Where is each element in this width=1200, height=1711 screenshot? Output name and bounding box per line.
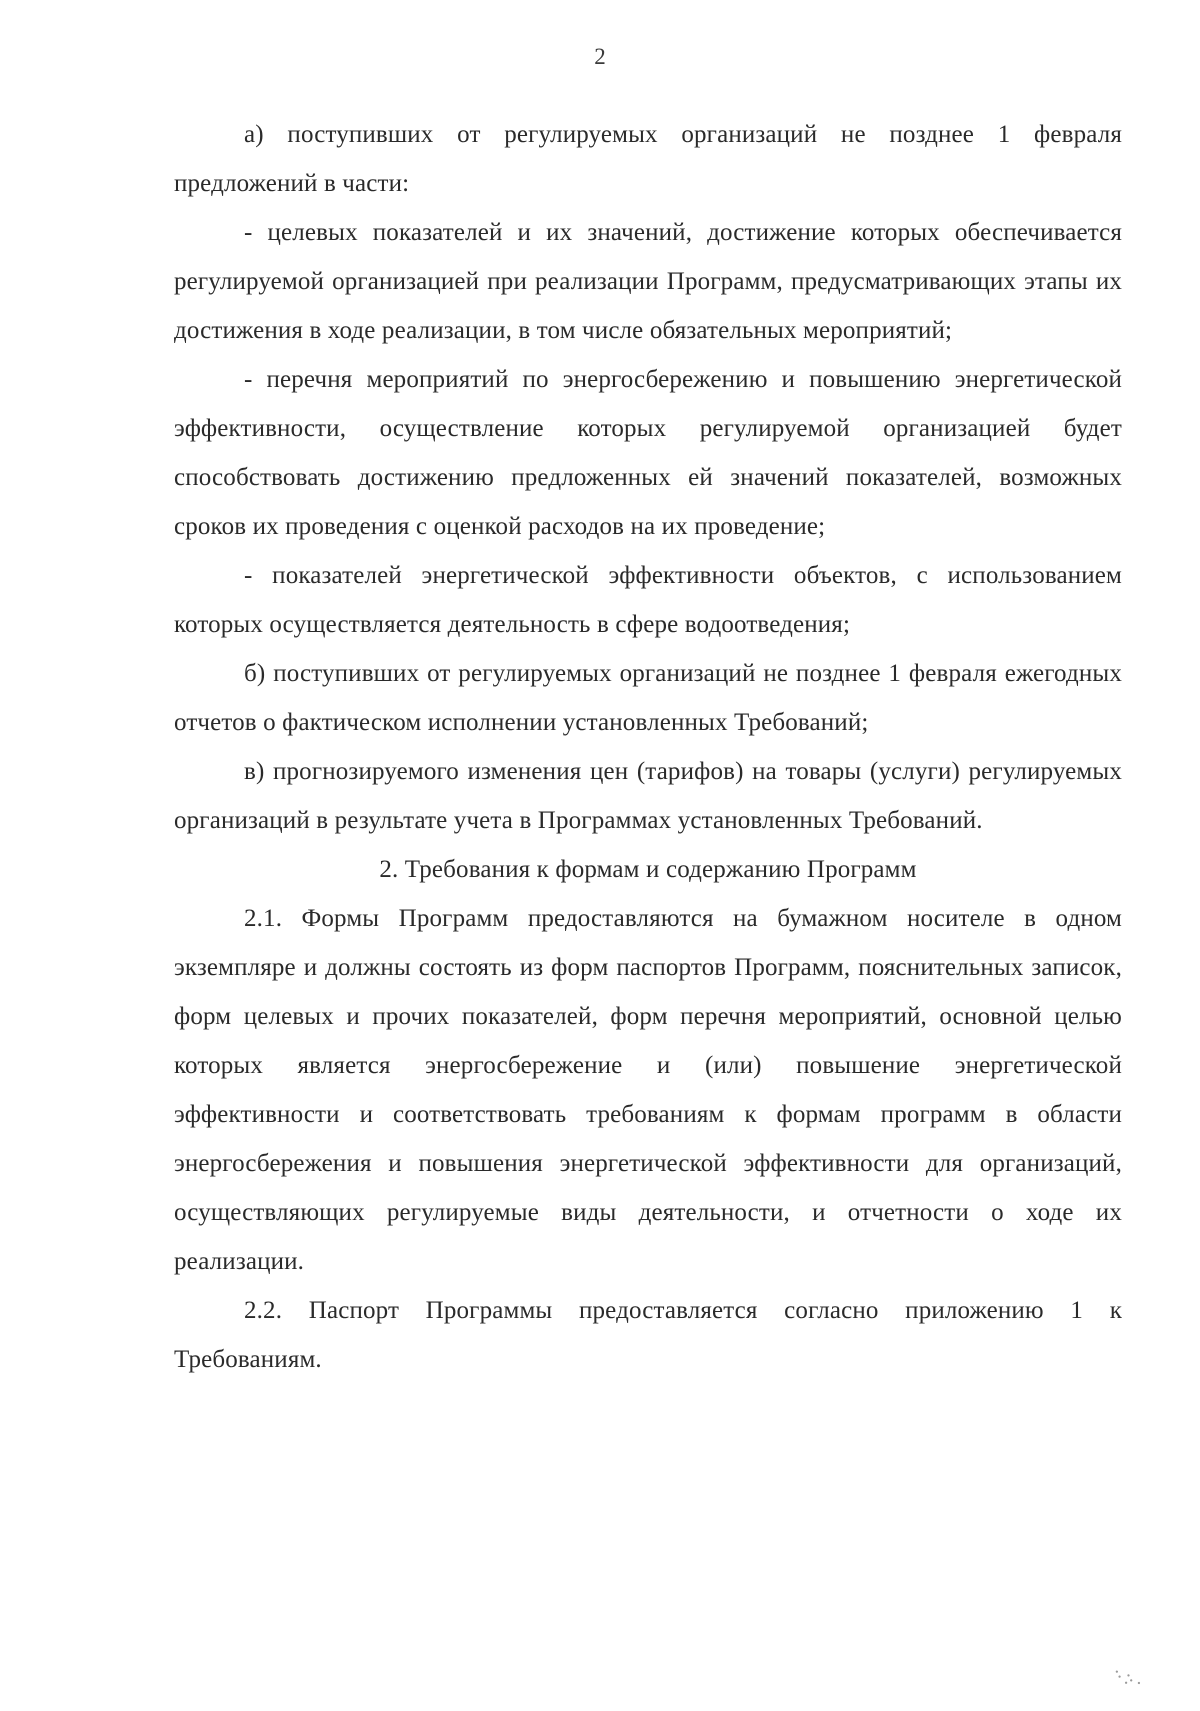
paragraph-c: в) прогнозируемого изменения цен (тарифов) на товары (услуги) регулируемых организаций в результате учета в Программах установленных Требований.	[174, 758, 1122, 834]
section-heading: 2. Требования к формам и содержанию Программ	[379, 856, 917, 883]
paragraph-measures-list: - перечня мероприятий по энергосбережению и повышению энергетической эффективности, осуществление которых регулируемой организацией будет способствовать достижению предложенных ей значений показателей, возможных сроков их проведения с оценкой расходов на их проведение;	[174, 366, 1122, 540]
paragraph-b: б) поступивших от регулируемых организаций не позднее 1 февраля ежегодных отчетов о фактическом исполнении установленных Требований;	[174, 660, 1122, 736]
paragraph-2-1: 2.1. Формы Программ предоставляются на бумажном носителе в одном экземпляре и должны состоять из форм паспортов Программ, пояснительных записок, форм целевых и прочих показателей, форм перечня мероприятий, основной целью которых является энергосбережение и (или) повышение энергетической эффективности и соответствовать требованиям к формам программ в области энергосбережения и повышения энергетической эффективности для организаций, осуществляющих регулируемые виды деятельности, и отчетности о ходе их реализации.	[174, 905, 1122, 1275]
paragraph-target-indicators: - целевых показателей и их значений, достижение которых обеспечивается регулируемой организацией при реализации Программ, предусматривающих этапы их достижения в ходе реализации, в том числе обязательных мероприятий;	[174, 219, 1122, 344]
page-number: 2	[594, 44, 606, 69]
document-body	[174, 110, 1122, 1384]
paragraph-efficiency-indicators: - показателей энергетической эффективности объектов, с использованием которых осуществляется деятельность в сфере водоотведения;	[174, 562, 1122, 638]
scan-artifact: ⠑⠕⠂	[1109, 1669, 1150, 1696]
paragraph-a: а) поступивших от регулируемых организаций не позднее 1 февраля предложений в части:	[174, 121, 1122, 197]
paragraph-2-2: 2.2. Паспорт Программы предоставляется согласно приложению 1 к Требованиям.	[174, 1297, 1122, 1373]
